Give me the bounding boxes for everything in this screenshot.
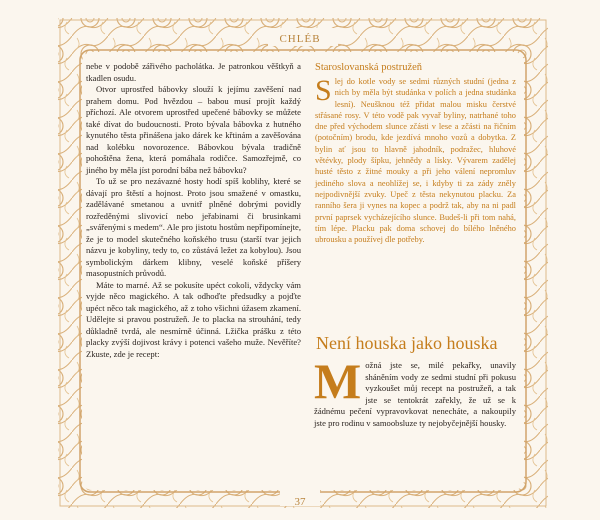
left-column [86, 61, 301, 360]
section-text: ožná jste se, milé pekařky, unavily sháněním vody ze sedmi studní při pokusu vyzkoušet můj recept na postružeň, a tak jste se tentokrát zařekly, že už se k žádnému pečení vypravovkovat nenecháte, a nakoupily jste pro rodinu v samoobsluze ty nejobyčejnější housky. [314, 360, 516, 428]
section-title: Není houska jako houska [316, 333, 498, 353]
section-body [314, 353, 516, 429]
recipe-title: Staroslovanská postružeň [315, 62, 423, 73]
recipe-box [315, 61, 516, 245]
recipe-dropcap: S [315, 74, 332, 107]
left-paragraph-4: Máte to marné. Až se pokusíte upéct cokoli, vždycky vám vyjde něco magického. A tak odhoďte předsudky a pojďte upéct něco tak magického, až z toho všichni úžasem zkamení. Udělejte si pravou postružeň. Je to placka na strouhání, tedy důkladně tvrdá, ale nesmírně účinná. Lžička prášku z této placky zvýší dojivost krávy i potenci vašeho muže. Nevěříte? Zkuste, zde je recept: [86, 279, 301, 359]
recipe-text: lej do kotle vody se sedmi různých studní (jedna z nich by měla být studánka v polích a jedna studánka lesní). Neušknou též přidat malou misku čerstvé střásané rosy. V této vodě pak vyvař byliny, natrhané toho dne před východem slunce zčásti v lese a zčásti na řičním (potočním) brodu, kde jezdívá mnoho vozů a dobytka. Z bylin ať jsou to hlavně jahodník, podražec, hluhové větévky, plody šípku, jehnědy a lísky. Vývarem zadělej husté těsto z žitné mouky a při jeho válení nepromluv jediného slova a neohlížej se, i kdyby ti za zády zněly nejpodivnější zvuky. Upeč z těsta nekynutou placku. Za ranního šera ji vynes na kopec a podrž tak, aby na ni padl první paprsek vycházejícího slunce. Budeš-li při tom nahá, tím lépe. Placku pak doma schovej do bílého lněného ubrousku a používej dle potřeby. [315, 77, 516, 245]
running-header: CHLÉB [279, 33, 321, 45]
left-paragraph-2: Otvor uprostřed bábovky slouží k jejímu zavěšení nad prahem domu. Pod hvězdou – babou musí projít každý příchozí. Ale otvorem uprostřed upečené bábovky se můžete také dívat do budoucnosti. Proto bývala bábovka z hutného kynutého těsta přinášena jako dárek ke křtinám a zavěšována nad kolébku novorozence. Bábovkou bývala tradičně pohoštěna žena, která pomáhala rodičce. Samozřejmě, co jiného by měla jíst porodní bába než bábovku? [86, 84, 301, 175]
recipe-text-block [315, 76, 516, 245]
page-number: 37 [294, 496, 306, 508]
left-paragraph-3: To už se pro nezávazné hosty hodí spíš koblihy, které se dávají pro štěstí a hojnost. Proto jsou smažené v omastku, zadělávané smetanou a uvnitř plněné dobrými povidly rozředěnými slivovicí nebo jeřabinami či brusinkami „svářenými s medem“. Ale pro jistotu hostům nepřipomínejte, že je to model skutečného koňského trusu (starší tvar jejich názvu je kobyliny, tedy to, co zůstává ležet za kobylou). Jsou symbolickým dárkem klibny, veselé koňské příšery masopustních průvodů. [86, 176, 301, 278]
section-dropcap: M [314, 353, 362, 409]
left-paragraph-1: nebe v podobě zářivého pacholátka. Je patronkou věštkyň a tkadlen osudu. [86, 61, 301, 83]
